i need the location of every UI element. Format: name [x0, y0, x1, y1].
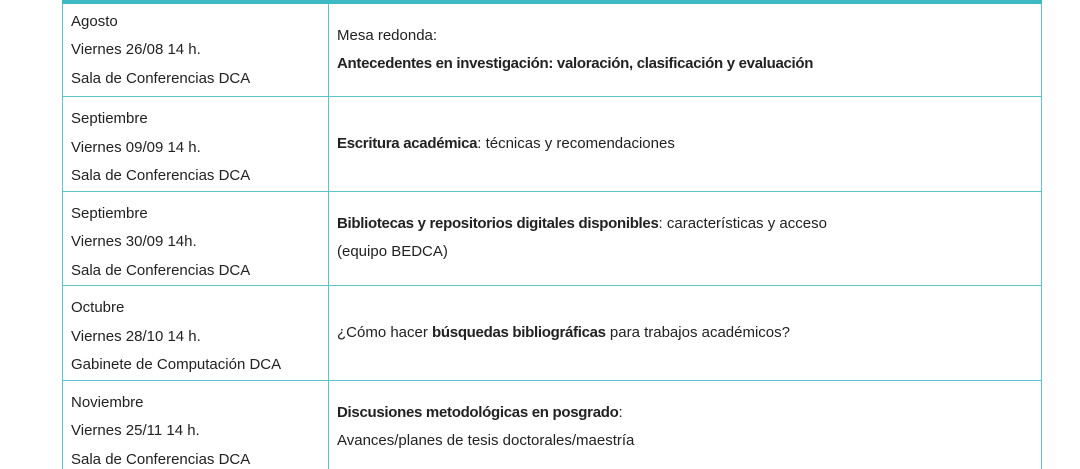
topic-title: Discusiones metodológicas en posgrado	[337, 403, 619, 421]
day-time-label: Viernes 09/09 14 h.	[71, 138, 201, 156]
day-time-label: Viernes 26/08 14 h.	[71, 41, 201, 58]
day-time-label: Viernes 30/09 14h.	[71, 233, 197, 250]
place-label: Sala de Conferencias DCA	[71, 69, 251, 87]
month-label: Septiembre	[71, 204, 148, 222]
day-time-label: Viernes 25/11 14 h.	[71, 422, 200, 439]
topic-cell	[329, 286, 1042, 381]
topic-cell	[329, 191, 1042, 286]
place-label: Sala de Conferencias DCA	[71, 261, 251, 279]
month-label: Agosto	[71, 13, 118, 30]
topic-cell	[329, 97, 1042, 192]
topic-intro: ¿Cómo hacer	[337, 323, 433, 341]
day-time-label: Viernes 28/10 14 h.	[71, 327, 201, 345]
topic-title: Bibliotecas y repositorios digitales disponibles	[337, 214, 659, 232]
topic-note: Avances/planes de tesis doctorales/maestría	[337, 432, 635, 450]
month-label: Noviembre	[71, 393, 144, 411]
place-label: Sala de Conferencias DCA	[71, 167, 251, 184]
topic-title: Escritura académica	[337, 134, 478, 152]
place-label: Sala de Conferencias DCA	[71, 450, 251, 468]
topic-detail: :	[618, 403, 623, 421]
table-row	[63, 286, 1042, 381]
table-row	[63, 191, 1042, 286]
date-cell	[63, 286, 329, 381]
date-cell	[63, 380, 329, 469]
table-row	[63, 97, 1042, 192]
date-cell	[63, 2, 329, 97]
topic-detail: para trabajos académicos?	[605, 323, 790, 341]
topic-intro: Mesa redonda:	[337, 26, 438, 44]
topic-title: búsquedas bibliográficas	[432, 323, 606, 341]
schedule-table	[62, 0, 1042, 469]
table-row	[63, 2, 1042, 97]
date-cell	[63, 97, 329, 192]
place-label: Gabinete de Computación DCA	[71, 356, 282, 373]
topic-detail: : técnicas y recomendaciones	[477, 134, 675, 152]
topic-title: Antecedentes en investigación: valoración, clasificación y evaluación	[337, 55, 814, 72]
schedule-table-wrapper	[62, 0, 1042, 469]
topic-cell	[329, 380, 1042, 469]
month-label: Octubre	[71, 299, 125, 316]
month-label: Septiembre	[71, 110, 148, 127]
topic-detail: : características y acceso	[658, 214, 827, 232]
topic-note: (equipo BEDCA)	[337, 243, 448, 261]
table-row	[63, 380, 1042, 469]
topic-cell	[329, 2, 1042, 97]
date-cell	[63, 191, 329, 286]
